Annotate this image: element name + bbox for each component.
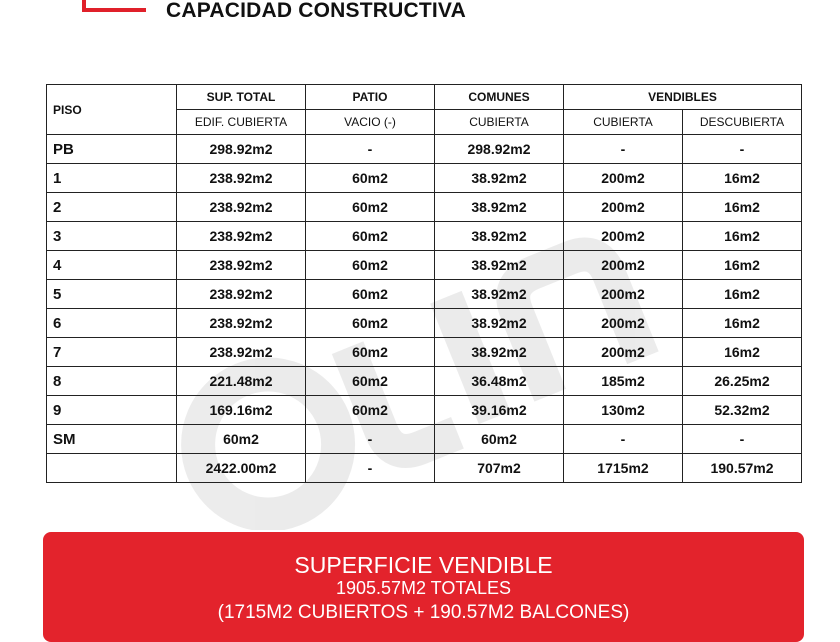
subheader-cell: DESCUBIERTA [683, 110, 802, 135]
table-cell: 1715m2 [564, 454, 683, 483]
header-comunes: COMUNES [435, 85, 564, 110]
table-row [47, 367, 802, 396]
page-title: CAPACIDAD CONSTRUCTIVA [166, 0, 466, 22]
floor-label: 7 [47, 338, 177, 367]
floor-label [47, 454, 177, 483]
table-cell: - [564, 425, 683, 454]
header-patio: PATIO [306, 85, 435, 110]
table-cell: 38.92m2 [435, 193, 564, 222]
subheader-cell: EDIF. CUBIERTA [177, 110, 306, 135]
table-cell: 298.92m2 [177, 135, 306, 164]
capacity-table [46, 84, 802, 483]
table-cell: 60m2 [435, 425, 564, 454]
table-cell: 38.92m2 [435, 309, 564, 338]
header-sup-total: SUP. TOTAL [177, 85, 306, 110]
table-cell: 238.92m2 [177, 338, 306, 367]
table-row [47, 338, 802, 367]
table-row [47, 164, 802, 193]
floor-label: 6 [47, 309, 177, 338]
table-cell: 707m2 [435, 454, 564, 483]
table-cell: 38.92m2 [435, 251, 564, 280]
table-cell: 52.32m2 [683, 396, 802, 425]
table-cell: - [683, 135, 802, 164]
floor-label: 2 [47, 193, 177, 222]
table-cell: 200m2 [564, 251, 683, 280]
table-cell: - [306, 135, 435, 164]
table-cell: 39.16m2 [435, 396, 564, 425]
table-cell: 26.25m2 [683, 367, 802, 396]
table-cell: 221.48m2 [177, 367, 306, 396]
table-cell: 185m2 [564, 367, 683, 396]
header-vendibles: VENDIBLES [564, 85, 802, 110]
table-cell: 238.92m2 [177, 193, 306, 222]
banner-title: SUPERFICIE VENDIBLE [294, 552, 553, 578]
table-cell: 200m2 [564, 193, 683, 222]
table-cell: 60m2 [177, 425, 306, 454]
table-cell: 238.92m2 [177, 164, 306, 193]
table-cell: - [306, 425, 435, 454]
table-cell: 38.92m2 [435, 280, 564, 309]
table-cell: 36.48m2 [435, 367, 564, 396]
table-row [47, 309, 802, 338]
table-cell: 60m2 [306, 280, 435, 309]
table-cell: 238.92m2 [177, 309, 306, 338]
table-cell: 60m2 [306, 164, 435, 193]
table-cell: 16m2 [683, 338, 802, 367]
table-cell: 60m2 [306, 309, 435, 338]
table-cell: 38.92m2 [435, 338, 564, 367]
table-cell: 16m2 [683, 251, 802, 280]
table-cell: 200m2 [564, 309, 683, 338]
floor-label: 8 [47, 367, 177, 396]
banner-total: 1905.57M2 TOTALES [335, 578, 512, 598]
table-cell: 16m2 [683, 193, 802, 222]
floor-label: 3 [47, 222, 177, 251]
table-row [47, 222, 802, 251]
table-cell: 200m2 [564, 338, 683, 367]
table-cell: 60m2 [306, 396, 435, 425]
floor-label: 5 [47, 280, 177, 309]
summary-banner [43, 532, 804, 642]
table-cell: - [683, 425, 802, 454]
table-cell: 200m2 [564, 280, 683, 309]
table-cell: 16m2 [683, 280, 802, 309]
table-cell: 16m2 [683, 164, 802, 193]
table-cell: 200m2 [564, 222, 683, 251]
table-cell: 130m2 [564, 396, 683, 425]
header-row [47, 85, 802, 110]
floor-label: 4 [47, 251, 177, 280]
table-cell: 238.92m2 [177, 251, 306, 280]
table-cell: 190.57m2 [683, 454, 802, 483]
table-cell: 60m2 [306, 367, 435, 396]
table-row [47, 425, 802, 454]
table-cell: - [306, 454, 435, 483]
table-row [47, 193, 802, 222]
subheader-cell: CUBIERTA [435, 110, 564, 135]
floor-label: SM [47, 425, 177, 454]
table-row [47, 251, 802, 280]
table-row [47, 280, 802, 309]
table-cell: 60m2 [306, 193, 435, 222]
logo-mark [82, 0, 146, 12]
table-cell: 169.16m2 [177, 396, 306, 425]
header-piso: PISO [47, 85, 177, 135]
table-cell: 16m2 [683, 222, 802, 251]
table-cell: 298.92m2 [435, 135, 564, 164]
subheader-cell: CUBIERTA [564, 110, 683, 135]
table-cell: 238.92m2 [177, 280, 306, 309]
subheader-cell: VACIO (-) [306, 110, 435, 135]
table-cell: 60m2 [306, 338, 435, 367]
table-cell: 16m2 [683, 309, 802, 338]
table-row [47, 396, 802, 425]
table-cell: 2422.00m2 [177, 454, 306, 483]
floor-label: 1 [47, 164, 177, 193]
table-cell: - [564, 135, 683, 164]
table-cell: 200m2 [564, 164, 683, 193]
floor-label: PB [47, 135, 177, 164]
floor-label: 9 [47, 396, 177, 425]
table-cell: 60m2 [306, 251, 435, 280]
table-cell: 238.92m2 [177, 222, 306, 251]
table-cell: 38.92m2 [435, 164, 564, 193]
table-cell: 60m2 [306, 222, 435, 251]
table-row [47, 135, 802, 164]
banner-breakdown: (1715M2 CUBIERTOS + 190.57M2 BALCONES) [217, 602, 630, 623]
table-cell: 38.92m2 [435, 222, 564, 251]
table-row [47, 454, 802, 483]
